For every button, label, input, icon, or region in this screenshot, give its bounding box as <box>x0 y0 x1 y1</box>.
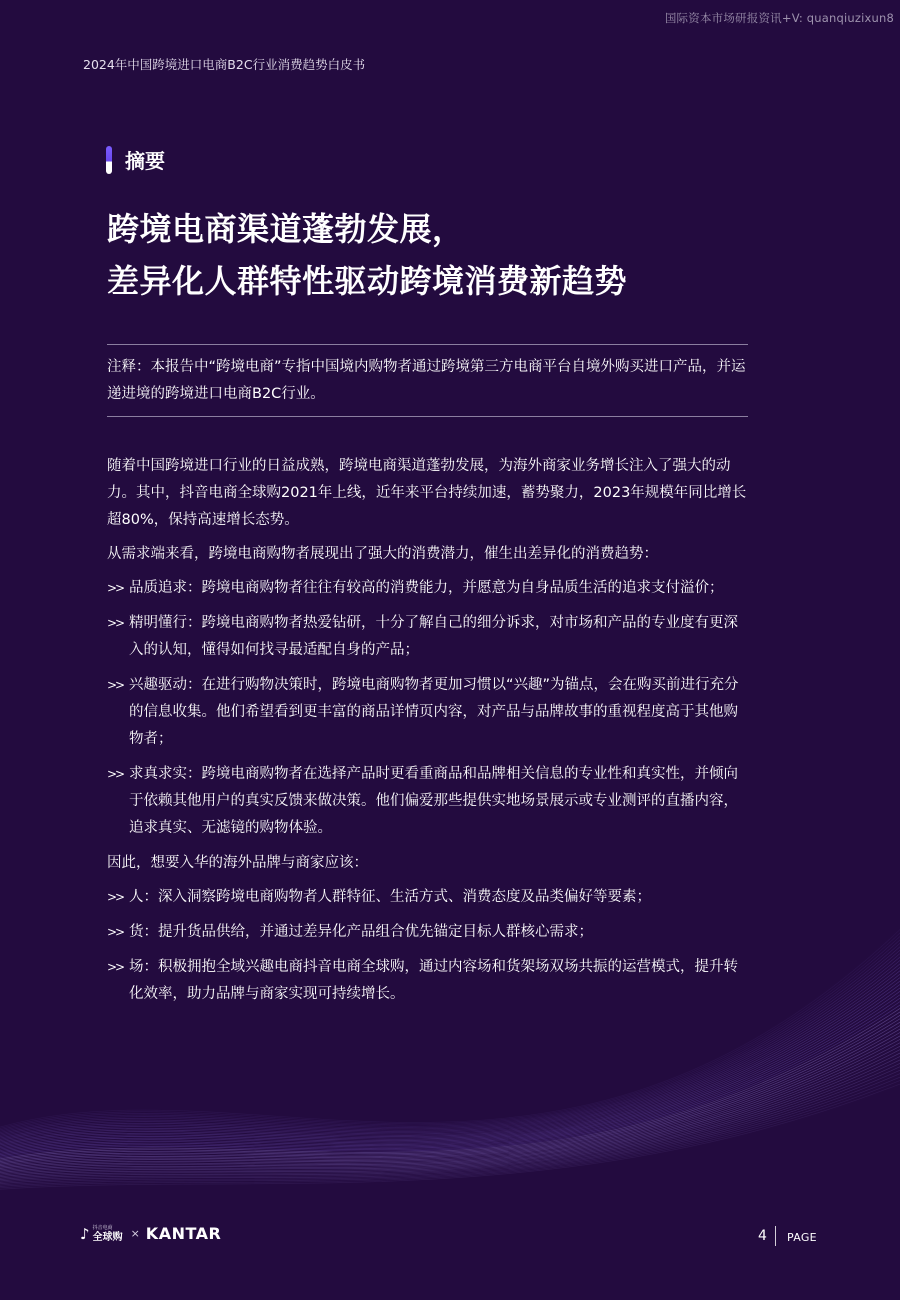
advice-text: 货：提升货品供给，并通过差异化产品组合优先锚定目标人群核心需求； <box>129 924 593 940</box>
times-sign: × <box>130 1227 140 1240</box>
wave-line <box>0 1069 900 1186</box>
divider-bottom <box>107 416 748 417</box>
headline <box>107 203 627 307</box>
trend-text: 精明懂行：跨境电商购物者热爱钻研，十分了解自己的细分诉求，对市场和产品的专业度有更深入的认知，懂得如何找寻最适配自身的产品； <box>129 615 738 658</box>
demand-lead: 从需求端来看，跨境电商购物者展现出了强大的消费潜力，催生出差异化的消费趋势： <box>107 546 658 562</box>
section-marker-icon <box>106 146 112 174</box>
wave-line <box>0 1037 900 1174</box>
page-number: 4 <box>758 1228 767 1244</box>
double-chevron-right-icon: >> <box>107 890 124 904</box>
trend-list <box>107 575 752 842</box>
wave-line <box>0 1041 900 1175</box>
headline-line-2: 差异化人群特性驱动跨境消费新趋势 <box>107 262 628 300</box>
headline-line-1: 跨境电商渠道蓬勃发展， <box>107 210 465 248</box>
double-chevron-right-icon: >> <box>107 678 124 692</box>
advice-text: 场：积极拥抱全域兴趣电商抖音电商全球购，通过内容场和货架场双场共振的运营模式，提升转化效率，助力品牌与商家实现可持续增长。 <box>129 959 738 1002</box>
trend-item <box>107 610 752 664</box>
wave-line <box>0 1048 900 1178</box>
trend-text: 兴趣驱动：在进行购物决策时，跨境电商购物者更加习惯以“兴趣”为锚点，会在购买前进行充分的信息收集。他们希望看到更丰富的商品详情页内容，对产品与品牌故事的重视程度高于其他购物者； <box>129 677 739 747</box>
double-chevron-right-icon: >> <box>107 616 124 630</box>
page-separator <box>775 1226 776 1246</box>
wave-line <box>0 931 900 1134</box>
logo-main-text: 全球购 <box>92 1232 123 1243</box>
trend-item <box>107 672 752 753</box>
wave-line <box>0 927 900 1133</box>
document-title: 2024年中国跨境进口电商B2C行业消费趋势白皮书 <box>83 57 366 72</box>
section-label-text: 摘要 <box>125 149 165 173</box>
double-chevron-right-icon: >> <box>107 925 124 939</box>
trend-text: 求真求实：跨境电商购物者在选择产品时更看重商品和品牌相关信息的专业性和真实性，并倾向于依赖其他用户的真实反馈来做决策。他们偏爱那些提供实地场景展示或专业测评的直播内容，追求真实、无滤镜的购物体验。 <box>129 766 738 836</box>
douyin-ecommerce-logo <box>93 1224 123 1243</box>
watermark: 国际资本市场研报资讯+V: quanqiuzixun8 <box>664 11 894 25</box>
footer-logo <box>80 1224 221 1243</box>
double-chevron-right-icon: >> <box>107 767 124 781</box>
advice-lead: 因此，想要入华的海外品牌与商家应该： <box>107 855 368 871</box>
note: 注释：本报告中“跨境电商”专指中国境内购物者通过跨境第三方电商平台自境外购买进口产品，并运递进境的跨境进口电商B2C行业。 <box>107 359 746 402</box>
section-label <box>106 145 165 174</box>
trend-text: 品质追求：跨境电商购物者往往有较高的消费能力，并愿意为自身品质生活的追求支付溢价； <box>129 580 724 596</box>
wave-line <box>0 924 900 1132</box>
page-label: PAGE <box>787 1231 817 1244</box>
trend-item <box>107 575 752 602</box>
double-chevron-right-icon: >> <box>107 581 124 595</box>
intro-paragraph: 随着中国跨境进口行业的日益成熟，跨境电商渠道蓬勃发展，为海外商家业务增长注入了强大的动力。其中，抖音电商全球购2021年上线，近年来平台持续加速，蓄势聚力，2023年规模年同比增长超80%，保持高速增长态势。 <box>107 458 747 528</box>
trend-item <box>107 761 752 842</box>
douyin-note-icon: ♪ <box>80 1224 90 1243</box>
divider-top <box>107 344 748 345</box>
advice-text: 人：深入洞察跨境电商购物者人群特征、生活方式、消费态度及品类偏好等要素； <box>129 889 651 905</box>
logo-small-text: 抖音电商 <box>92 1225 113 1231</box>
wave-line <box>0 1062 900 1183</box>
double-chevron-right-icon: >> <box>107 960 124 974</box>
kantar-logo: KANTAR <box>145 1224 222 1243</box>
